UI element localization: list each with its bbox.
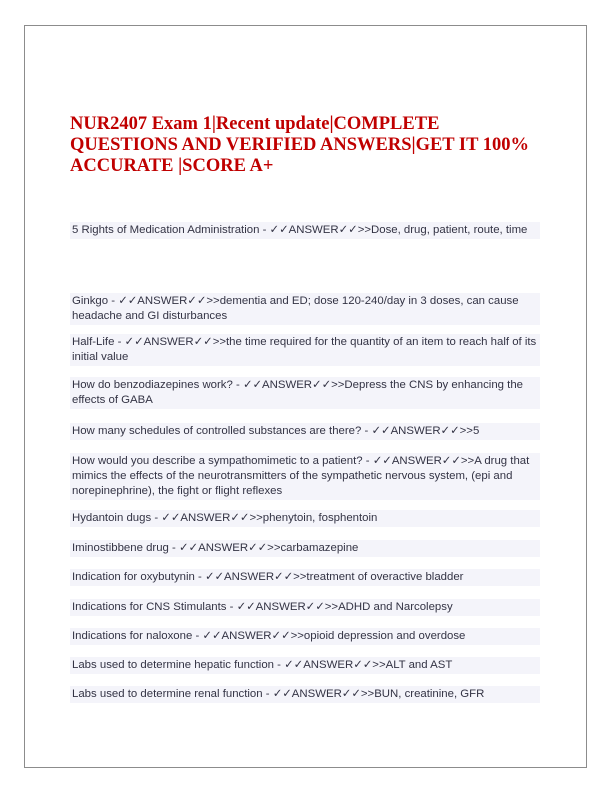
- qa-item-ginkgo: Ginkgo - ✓✓ANSWER✓✓>>dementia and ED; dose 120-240/day in 3 doses, can cause headache and GI disturbances: [70, 293, 540, 325]
- qa-item-half-life: Half-Life - ✓✓ANSWER✓✓>>the time required for the quantity of an item to reach half of its initial value: [70, 334, 540, 366]
- qa-item-hepatic-labs: Labs used to determine hepatic function - ✓✓ANSWER✓✓>>ALT and AST: [70, 657, 540, 674]
- document-title: NUR2407 Exam 1|Recent update|COMPLETE QUESTIONS AND VERIFIED ANSWERS|GET IT 100% ACCURATE |SCORE A+: [70, 114, 530, 176]
- qa-item-benzodiazepines: How do benzodiazepines work? - ✓✓ANSWER✓✓>>Depress the CNS by enhancing the effects of GABA: [70, 377, 540, 409]
- qa-item-oxybutynin: Indication for oxybutynin - ✓✓ANSWER✓✓>>treatment of overactive bladder: [70, 569, 540, 586]
- qa-item-cns-stimulants: Indications for CNS Stimulants - ✓✓ANSWER✓✓>>ADHD and Narcolepsy: [70, 599, 540, 616]
- qa-item-iminostibbene: Iminostibbene drug - ✓✓ANSWER✓✓>>carbamazepine: [70, 540, 540, 557]
- qa-item-controlled-substances: How many schedules of controlled substances are there? - ✓✓ANSWER✓✓>>5: [70, 423, 540, 440]
- qa-item-renal-labs: Labs used to determine renal function - ✓✓ANSWER✓✓>>BUN, creatinine, GFR: [70, 686, 540, 703]
- qa-item-rights-of-medication: 5 Rights of Medication Administration - ✓✓ANSWER✓✓>>Dose, drug, patient, route, time: [70, 222, 540, 239]
- qa-item-sympathomimetic: How would you describe a sympathomimetic to a patient? - ✓✓ANSWER✓✓>>A drug that mimics the effects of the neurotransmitters of the sympathetic nervous system, (epi and norepinephrine), the fight or flight reflexes: [70, 453, 540, 500]
- qa-item-hydantoin: Hydantoin dugs - ✓✓ANSWER✓✓>>phenytoin, fosphentoin: [70, 510, 540, 527]
- qa-item-naloxone: Indications for naloxone - ✓✓ANSWER✓✓>>opioid depression and overdose: [70, 628, 540, 645]
